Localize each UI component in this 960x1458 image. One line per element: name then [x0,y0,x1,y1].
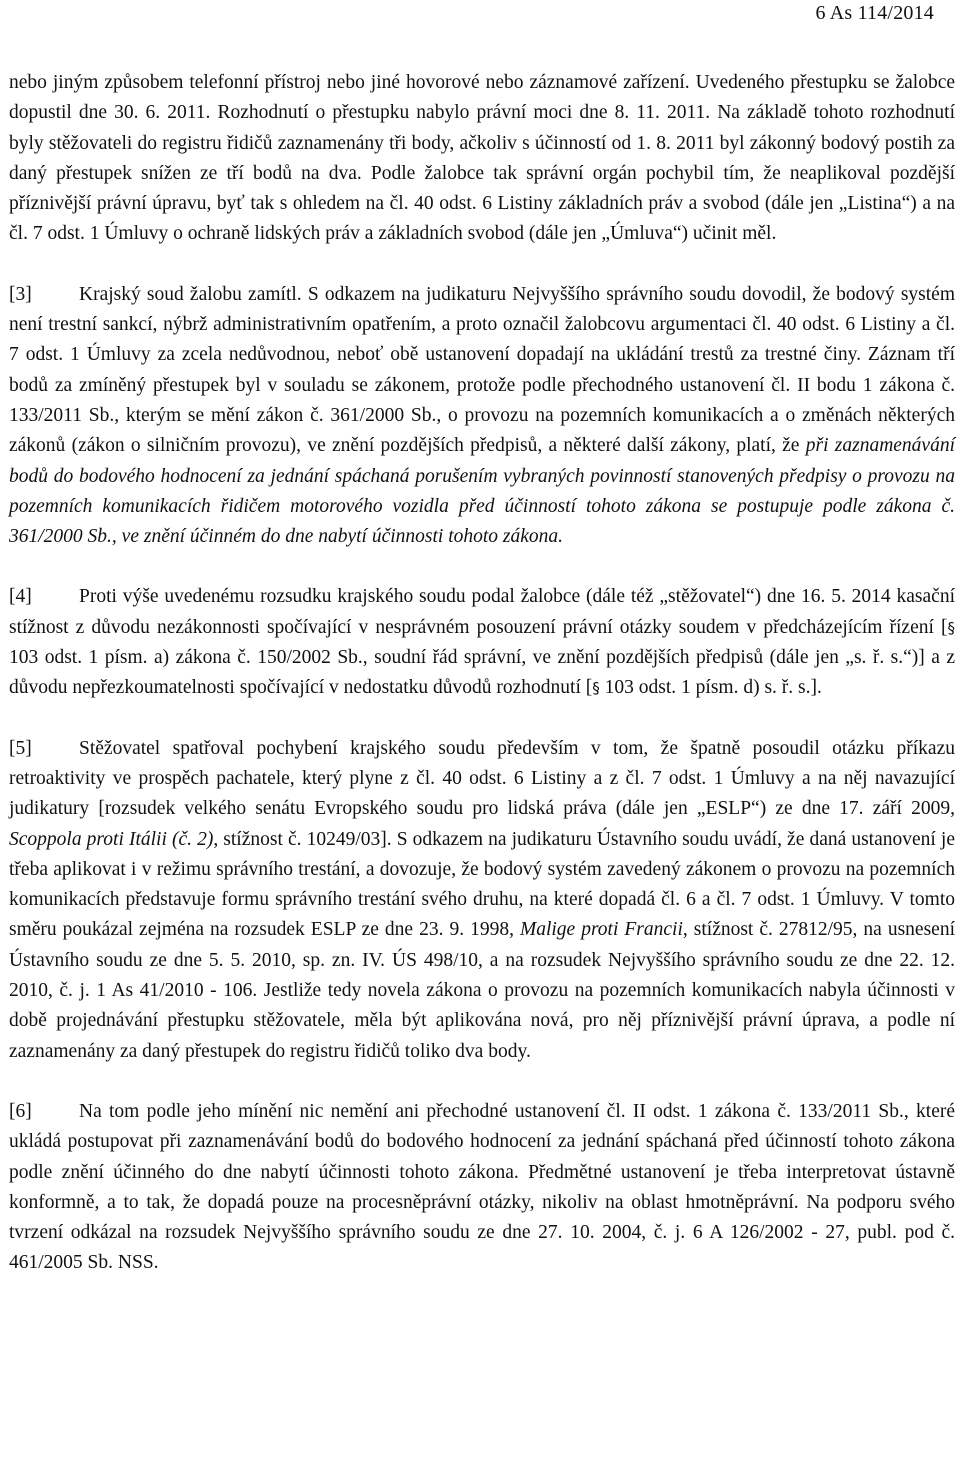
paragraph-text: , stížnost č. 10249/03]. S odkazem na judikaturu Ústavního soudu uvádí, že daná ustanovení je třeba aplikovat i v režimu správního trestání, a dovozuje, že bodový systém zavedený zákonem o provozu na pozemních komunikacích představuje formu správního trestání svého druhu, na které dopadá čl. 6 a čl. 7 odst. 1 Úmluvy. V tomto směru poukázal zejména na rozsudek ESLP ze dne 23. 9. 1998, [9,828,955,941]
paragraph-text: Proti výše uvedenému rozsudku krajského soudu podal žalobce (dále též „stěžovatel“) dne 16. 5. 2014 kasační stížnost z důvodu nezákonnosti spočívající v nesprávném posouzení právní otázky soudem v předcházejícím řízení [ [9,586,955,638]
paragraph-number: [4] [9,586,32,608]
italic-text: Malige proti Francii [519,919,683,941]
italic-text: při zaznamenávání bodů do bodového hodnocení za jednání spáchaná porušením vybraných povinností stanovených předpisy o provozu na pozemních komunikacích řidičem motorového vozidla před účinností tohoto zákona se postupuje podle zákona č. 361/2000 Sb., ve znění účinném do dne nabytí účinnosti tohoto zákona. [9,435,956,548]
section-sign: § [592,679,600,698]
paragraph-number: [3] [9,283,32,305]
paragraph [9,1097,955,1279]
paragraph-text: 103 odst. 1 písm. d) s. ř. s.]. [599,677,822,699]
paragraph-text: Krajský soud žalobu zamítl. S odkazem na judikaturu Nejvyššího správního soudu dovodil, že bodový systém není trestní sankcí, nýbrž administrativním opatřením, a proto označil žalobcovu argumentaci čl. 40 odst. 6 Listiny a čl. 7 odst. 1 Úmluvy za zcela nedůvodnou, neboť obě ustanovení dopadají na ukládání trestů za trestné činy. Záznam tří bodů za zmíněný přestupek byl v souladu se zákonem, protože podle přechodného ustanovení čl. II bodu 1 zákona č. 133/2011 Sb., kterým se mění zákon č. 361/2000 Sb., o provozu na pozemních komunikacích a o změnách některých zákonů (zákon o silničním provozu), ve znění pozdějších předpisů, a některé další zákony, platí, že [9,283,955,457]
paragraph [9,582,955,703]
paragraph [9,734,955,1067]
paragraph-number: [5] [9,737,32,759]
page-header-case-number: 6 As 114/2014 [815,2,934,24]
paragraph-text: nebo jiným způsobem telefonní přístroj nebo jiné hovorové nebo záznamové zařízení. Uvedeného přestupku se žalobce dopustil dne 30. 6. 2011. Rozhodnutí o přestupku nabylo právní moci dne 8. 11. 2011. Na základě tohoto rozhodnutí byly stěžovateli do registru řidičů zaznamenány tři body, ačkoliv s účinností od 1. 8. 2011 byl zákonný bodový postih za daný přestupek snížen ze tří bodů na dva. Podle žalobce tak správní orgán pochybil tím, že neaplikoval pozdější příznivější právní úpravu, byť tak s ohledem na čl. 40 odst. 6 Listiny základních práv a svobod (dále jen „Listina“) a na čl. 7 odst. 1 Úmluvy o ochraně lidských práv a základních svobod (dále jen „Úmluva“) učinit měl. [9,72,955,245]
paragraph-text: 103 odst. 1 písm. a) zákona č. 150/2002 Sb., soudní řád správní, ve znění pozdějších předpisů (dále jen „s. ř. s.“)] a z důvodu nepřezkoumatelnosti spočívající v nedostatku důvodů rozhodnutí [ [9,647,955,699]
paragraph [9,280,955,553]
paragraph [9,68,955,250]
document-body [9,68,955,1279]
italic-text: Scoppola proti Itálii (č. 2) [9,828,214,850]
section-sign: § [947,618,955,637]
paragraph-text: Stěžovatel spatřoval pochybení krajského soudu především v tom, že špatně posoudil otázku příkazu retroaktivity ve prospěch pachatele, který plyne z čl. 40 odst. 6 Listiny a z čl. 7 odst. 1 Úmluvy a na něj navazující judikatury [rozsudek velkého senátu Evropského soudu pro lidská práva (dále jen „ESLP“) ze dne 17. září 2009, [9,737,955,820]
paragraph-number: [6] [9,1100,32,1122]
paragraph-text: , stížnost č. 27812/95, na usnesení Ústavního soudu ze dne 5. 5. 2010, sp. zn. IV. ÚS 498/10, a na rozsudek Nejvyššího správního soudu ze dne 22. 12. 2010, č. j. 1 As 41/2010 - 106. Jestliže tedy novela zákona o provozu na pozemních komunikacích nabyla účinnosti v době projednávání přestupku stěžovatele, měla být aplikována nová, pro něj příznivější právní úprava, a podle ní zaznamenány za daný přestupek do registru řidičů toliko dva body. [9,919,955,1062]
paragraph-text: Na tom podle jeho mínění nic nemění ani přechodné ustanovení čl. II odst. 1 zákona č. 133/2011 Sb., které ukládá postupovat při zaznamenávání bodů do bodového hodnocení za jednání spáchaná před účinností tohoto zákona podle znění účinného do dne nabytí účinnosti tohoto zákona. Předmětné ustanovení je třeba interpretovat ústavně konformně, a to tak, že dopadá pouze na procesněprávní otázky, nikoliv na oblast hmotněprávní. Na podporu svého tvrzení odkázal na rozsudek Nejvyššího správního soudu ze dne 27. 10. 2004, č. j. 6 A 126/2002 - 27, publ. pod č. 461/2005 Sb. NSS. [9,1100,955,1274]
